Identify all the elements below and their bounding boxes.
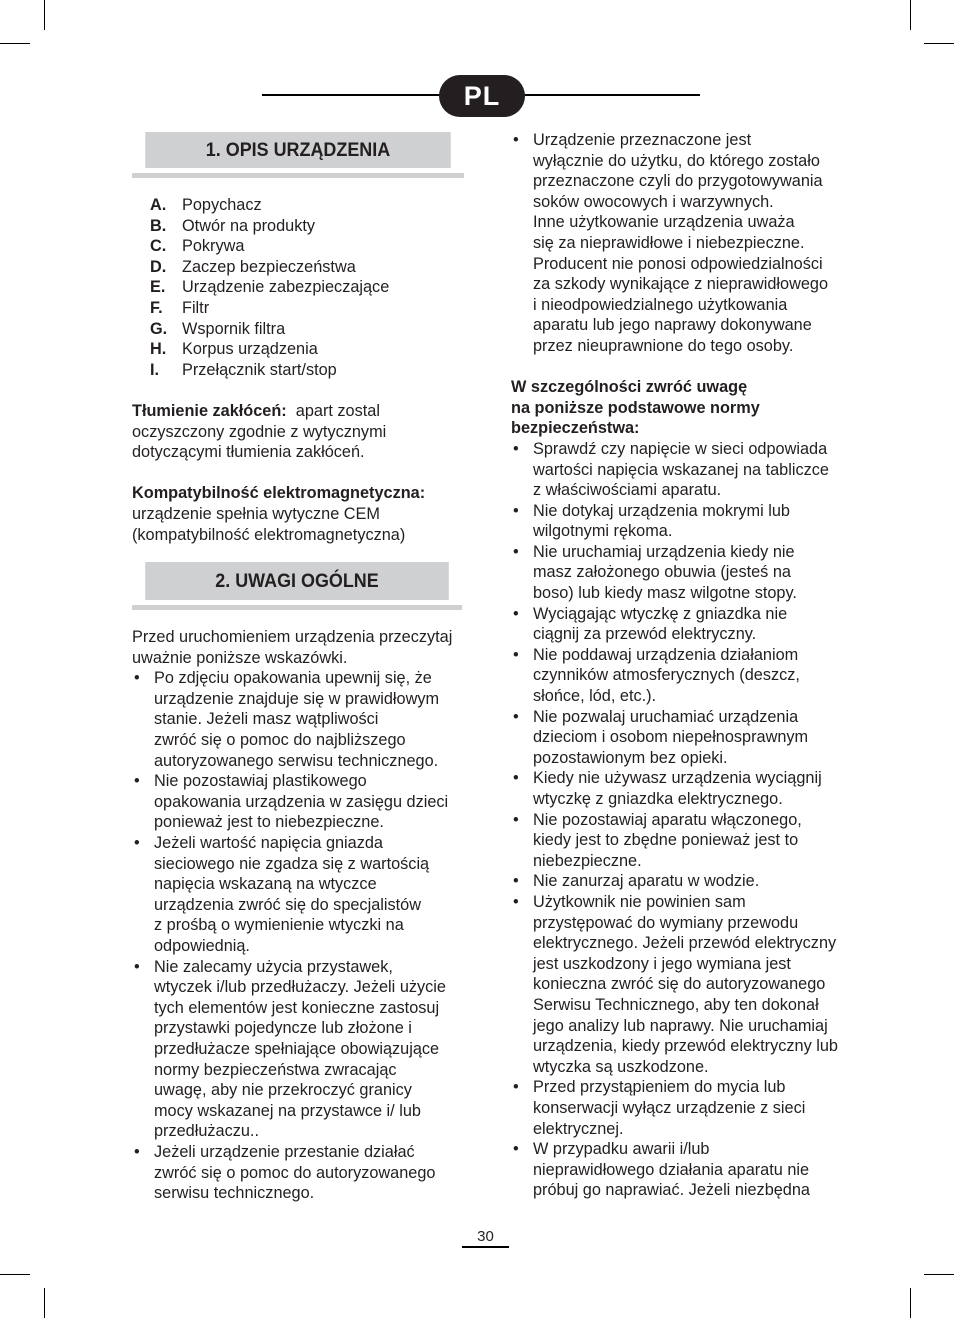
general-notes-list: [132, 668, 466, 1203]
text-line: przedłużacze spełniające obowiązujące: [154, 1039, 440, 1058]
text-line: wtyczek i/lub przedłużaczy. Jeżeli użycie: [154, 978, 446, 997]
text-line: Nie pozostawiaj aparatu włączonego,: [533, 810, 802, 829]
text-line: i nieodpowiedzialnego użytkowania: [533, 295, 788, 314]
text-line: Jeżeli urządzenie przestanie działać: [154, 1142, 415, 1161]
part-item: [150, 360, 466, 381]
text-line: tych elementów jest konieczne zastosuj: [154, 998, 440, 1017]
bullet-item: [511, 130, 846, 357]
crop-mark: [0, 43, 30, 44]
text-line: Jeżeli wartość napięcia gniazda: [154, 834, 383, 853]
part-label: Filtr: [182, 298, 210, 317]
text-line: na poniższe podstawowe normy: [511, 398, 760, 417]
text-line: mocy wskazanej na przystawce i/ lub: [154, 1101, 421, 1120]
text-line: boso) lub kiedy masz wilgotne stopy.: [533, 584, 797, 603]
text-line: stanie. Jeżeli masz wątpliwości: [154, 710, 379, 729]
text-line: Nie uruchamiaj urządzenia kiedy nie: [533, 542, 795, 561]
part-label: Korpus urządzenia: [182, 340, 318, 359]
intro-text: uważnie poniższe wskazówki.: [132, 648, 348, 667]
text-line: Nie zalecamy użycia przystawek,: [154, 957, 393, 976]
intended-use-list: [511, 130, 846, 357]
part-item: [150, 195, 466, 216]
bullet-item: [511, 871, 846, 892]
text-line: próbuj go naprawiać. Jeżeli niezbędna: [533, 1181, 810, 1200]
section-2-heading: 2. UWAGI OGÓLNE: [145, 562, 449, 600]
interference-text: oczyszczony zgodnie z wytycznymi: [132, 422, 387, 441]
part-item: [150, 277, 466, 298]
text-line: aparatu lub jego naprawy dokonywane: [533, 316, 812, 335]
bullet-item: [511, 1139, 846, 1201]
bullet-item: [511, 1077, 846, 1139]
text-line: nieprawidłowego działania aparatu nie: [533, 1160, 810, 1179]
part-label: Otwór na produkty: [182, 216, 316, 235]
emc-paragraph: [132, 483, 466, 545]
text-line: wilgotnymi rękoma.: [533, 522, 673, 541]
part-item: [150, 257, 466, 278]
text-line: słońce, lód, etc.).: [533, 687, 657, 706]
bullet-item: [511, 439, 846, 501]
text-line: pozostawionym bez opieki.: [533, 748, 728, 767]
emc-text: (kompatybilność elektromagnetyczna): [132, 525, 406, 544]
text-line: kiedy jest to zbędne ponieważ jest to: [533, 831, 799, 850]
text-line: wtyczka są uszkodzone.: [533, 1057, 709, 1076]
part-key: D.: [150, 257, 167, 276]
text-line: elektrycznej.: [533, 1119, 624, 1138]
part-item: [150, 216, 466, 237]
interference-text: dotyczącymi tłumienia zakłóceń.: [132, 443, 365, 462]
part-key: C.: [150, 237, 167, 256]
safety-rules-list: [511, 439, 846, 1201]
text-line: Inne użytkowanie urządzenia uważa: [533, 213, 795, 232]
part-label: Zaczep bezpieczeństwa: [182, 257, 356, 276]
intro-paragraph: [132, 627, 466, 668]
part-item: [150, 298, 466, 319]
text-line: przez nieuprawnione do tego osoby.: [533, 336, 794, 355]
text-line: niebezpieczne.: [533, 851, 642, 870]
part-key: G.: [150, 319, 168, 338]
text-line: odpowiednią.: [154, 937, 250, 955]
text-line: Przed przystąpieniem do mycia lub: [533, 1078, 786, 1097]
bullet-item: [132, 771, 466, 833]
heading-underline: [132, 173, 464, 178]
part-item: [150, 319, 466, 340]
bullet-item: [132, 833, 466, 957]
emc-text: urządzenie spełnia wytyczne CEM: [132, 504, 380, 523]
bullet-item: [132, 1142, 466, 1204]
crop-mark: [910, 1288, 911, 1318]
text-line: elektrycznego. Jeżeli przewód elektryczny: [533, 934, 837, 953]
text-line: urządzenia, kiedy przewód elektryczny lub: [533, 1037, 838, 1056]
bullet-item: [511, 707, 846, 769]
crop-mark: [910, 0, 911, 30]
text-line: Wyciągając wtyczkę z gniazdka nie: [533, 604, 788, 623]
crop-mark: [0, 1274, 30, 1275]
text-line: Nie pozostawiaj plastikowego: [154, 772, 367, 791]
text-line: bezpieczeństwa:: [511, 419, 640, 438]
part-key: F.: [150, 298, 163, 317]
language-badge: PL: [439, 75, 525, 117]
text-line: W szczególności zwróć uwagę: [511, 378, 748, 397]
part-label: Pokrywa: [182, 237, 245, 256]
right-column: [511, 130, 846, 1201]
emc-label: Kompatybilność elektromagnetyczna:: [132, 484, 426, 503]
part-key: H.: [150, 340, 167, 359]
text-line: napięcia wskazaną na wtyczce: [154, 875, 377, 894]
text-line: wartości napięcia wskazanej na tabliczce: [533, 460, 829, 479]
text-line: W przypadku awarii i/lub: [533, 1140, 710, 1159]
part-key: B.: [150, 216, 167, 235]
text-line: się za nieprawidłowe i niebezpieczne.: [533, 233, 805, 252]
part-label: Urządzenie zabezpieczające: [182, 278, 390, 297]
text-line: Kiedy nie używasz urządzenia wyciągnij: [533, 769, 822, 788]
text-line: za szkody wynikające z nieprawidłowego: [533, 275, 829, 294]
text-line: Nie zanurzaj aparatu w wodzie.: [533, 872, 760, 891]
text-line: przeznaczone czyli do przygotowywania: [533, 172, 823, 191]
text-line: przystępować do wymiany przewodu: [533, 913, 799, 932]
text-line: uwagę, aby nie przekroczyć granicy: [154, 1081, 412, 1100]
text-line: Sprawdź czy napięcie w sieci odpowiada: [533, 439, 828, 458]
text-line: Urządzenie przeznaczone jest: [533, 131, 752, 149]
text-line: urządzenia zwróć się do specjalistów: [154, 895, 421, 914]
crop-mark: [44, 1288, 45, 1318]
bullet-item: [511, 768, 846, 809]
text-line: wyłącznie do użytku, do którego zostało: [533, 151, 820, 170]
text-line: sieciowego nie zgadza się z wartością: [154, 854, 430, 873]
section-1-heading: 1. OPIS URZĄDZENIA: [145, 132, 450, 168]
bullet-item: [132, 668, 466, 771]
text-line: serwisu technicznego.: [154, 1184, 315, 1203]
text-line: dzieciom i osobom niepełnosprawnym: [533, 728, 809, 747]
text-line: autoryzowanego serwisu technicznego.: [154, 751, 439, 770]
bullet-item: [511, 810, 846, 872]
text-line: przystawki pojedyncze lub złożone i: [154, 1019, 412, 1038]
intro-text: Przed uruchomieniem urządzenia przeczytaj: [132, 628, 453, 647]
bullet-item: [511, 604, 846, 645]
left-column: [132, 132, 466, 1204]
parts-list: [150, 195, 466, 380]
heading-underline: [132, 605, 462, 610]
text-line: Po zdjęciu opakowania upewnij się, że: [154, 669, 432, 688]
page-number: 30: [462, 1228, 509, 1248]
bullet-item: [511, 645, 846, 707]
part-key: E.: [150, 278, 166, 297]
text-line: Nie poddawaj urządzenia działaniom: [533, 645, 799, 664]
text-line: Użytkownik nie powinien sam: [533, 892, 746, 911]
text-line: konserwacji wyłącz urządzenie z sieci: [533, 1098, 806, 1117]
bullet-item: [511, 892, 846, 1077]
text-line: z prośbą o wymienienie wtyczki na: [154, 916, 404, 935]
text-line: zwróć się o pomoc do autoryzowanego: [154, 1163, 436, 1182]
text-line: wtyczkę z gniazdka elektrycznego.: [533, 790, 783, 808]
text-line: ponieważ jest to niebezpieczne.: [154, 813, 384, 832]
part-label: Popychacz: [182, 196, 262, 214]
text-line: jego analizy lub naprawy. Nie uruchamiaj: [533, 1016, 828, 1035]
text-line: przedłużaczu..: [154, 1122, 259, 1141]
text-line: ciągnij za przewód elektryczny.: [533, 625, 757, 644]
text-line: Producent nie ponosi odpowiedzialności: [533, 254, 823, 273]
part-item: [150, 236, 466, 257]
text-line: Nie dotykaj urządzenia mokrymi lub: [533, 501, 790, 520]
text-line: Serwisu Technicznego, aby ten dokonał: [533, 995, 819, 1014]
crop-mark: [924, 43, 954, 44]
text-line: normy bezpieczeństwa zwracając: [154, 1060, 397, 1079]
text-line: zwróć się o pomoc do najbliższego: [154, 731, 406, 750]
text-line: soków owocowych i warzywnych.: [533, 192, 774, 211]
text-line: z właściwościami aparatu.: [533, 481, 722, 500]
part-item: [150, 339, 466, 360]
text-line: jest uszkodzony i jego wymiana jest: [533, 954, 791, 973]
text-line: opakowania urządzenia w zasięgu dzieci: [154, 792, 449, 811]
part-key: A.: [150, 196, 167, 214]
text-line: urządzenie znajduje się w prawidłowym: [154, 689, 440, 708]
part-label: Wspornik filtra: [182, 319, 286, 338]
bullet-item: [511, 542, 846, 604]
bullet-item: [511, 501, 846, 542]
interference-text: apart zostal: [295, 401, 380, 420]
bullet-item: [132, 957, 466, 1142]
safety-heading: [511, 377, 846, 439]
crop-mark: [44, 0, 45, 30]
text-line: masz założonego obuwia (jesteś na: [533, 563, 791, 582]
crop-mark: [924, 1274, 954, 1275]
interference-paragraph: [132, 401, 466, 463]
interference-label: Tłumienie zakłóceń:: [132, 401, 287, 420]
part-label: Przełącznik start/stop: [182, 360, 337, 379]
part-key: I.: [150, 360, 160, 379]
text-line: czynników atmosferycznych (deszcz,: [533, 666, 800, 685]
text-line: konieczna zwróć się do autoryzowanego: [533, 975, 826, 994]
text-line: Nie pozwalaj uruchamiać urządzenia: [533, 707, 799, 726]
